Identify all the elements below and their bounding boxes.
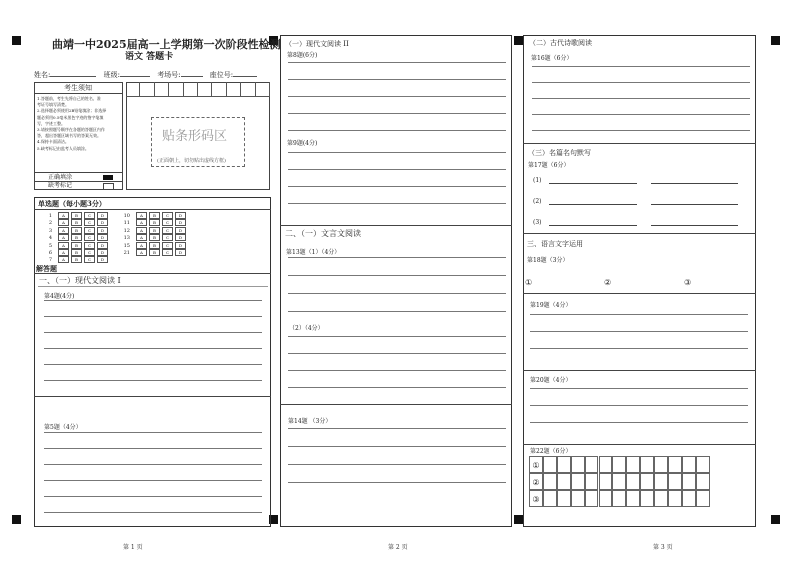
answer-line[interactable] bbox=[44, 300, 262, 301]
grid-cell[interactable] bbox=[640, 473, 654, 490]
question-number: 7 bbox=[48, 257, 52, 264]
q18-option-1[interactable]: ① bbox=[525, 278, 533, 287]
classical-title: 二、（一）文言文阅读 bbox=[285, 229, 361, 238]
grid-cell[interactable] bbox=[682, 456, 696, 473]
q13-2-label: （2）（4分） bbox=[289, 325, 324, 332]
notice-line: 考证号填写清楚。 bbox=[37, 102, 69, 108]
notice-line: 1.答题前，考生先将自己的姓名、准 bbox=[37, 96, 101, 101]
answer-line[interactable] bbox=[44, 364, 262, 365]
answer-line[interactable] bbox=[44, 332, 262, 333]
mc-option-bubble[interactable]: C bbox=[84, 256, 95, 263]
answer-line[interactable] bbox=[288, 370, 506, 371]
grid-cell[interactable] bbox=[557, 456, 571, 473]
digit-cell[interactable] bbox=[140, 82, 154, 96]
mc-option-bubble[interactable]: C bbox=[162, 227, 173, 234]
name-field[interactable] bbox=[50, 76, 96, 77]
page-number: 第 1 页 bbox=[123, 544, 143, 551]
seat-label: 座位号: bbox=[209, 71, 234, 79]
divider bbox=[523, 233, 756, 234]
mc-option-bubble[interactable]: D bbox=[97, 249, 108, 256]
mc-option-bubble[interactable]: B bbox=[71, 249, 82, 256]
mc-option-bubble[interactable]: A bbox=[58, 219, 69, 226]
language-title: 三、语言文字运用 bbox=[527, 240, 583, 248]
mc-option-bubble[interactable]: C bbox=[84, 234, 95, 241]
answer-line[interactable] bbox=[44, 348, 262, 349]
answer-line[interactable] bbox=[288, 96, 506, 97]
grid-cell[interactable] bbox=[654, 473, 668, 490]
mc-option-bubble[interactable]: C bbox=[84, 249, 95, 256]
grid-cell[interactable] bbox=[543, 456, 557, 473]
mc-option-bubble[interactable]: D bbox=[97, 219, 108, 226]
divider bbox=[34, 93, 123, 94]
mc-title: 单选题（每小题3分） bbox=[38, 199, 106, 208]
answer-line[interactable] bbox=[44, 464, 262, 465]
question-number: 11 bbox=[123, 220, 130, 227]
grid-cell[interactable] bbox=[682, 490, 696, 507]
mc-option-bubble[interactable]: C bbox=[84, 212, 95, 219]
divider bbox=[280, 404, 512, 405]
grid-cell[interactable] bbox=[599, 490, 613, 507]
mc-option-bubble[interactable]: D bbox=[175, 227, 186, 234]
sheet-subtitle: 语文 答题卡 bbox=[125, 52, 174, 62]
grid-cell[interactable] bbox=[585, 456, 599, 473]
grid-cell[interactable] bbox=[682, 473, 696, 490]
mc-option-bubble[interactable]: A bbox=[58, 242, 69, 249]
question-number: 1 bbox=[48, 213, 52, 219]
q5-label: 第5题（4分） bbox=[44, 424, 82, 431]
answer-line[interactable] bbox=[288, 353, 506, 354]
grid-cell[interactable] bbox=[612, 490, 626, 507]
mc-option-bubble[interactable]: A bbox=[136, 249, 147, 256]
mc-option-bubble[interactable]: B bbox=[71, 234, 82, 241]
grid-cell[interactable] bbox=[626, 490, 640, 507]
name-label: 姓名: bbox=[34, 71, 51, 79]
q17-label: 第17题（6分） bbox=[528, 162, 570, 169]
mc-option-bubble[interactable]: A bbox=[58, 256, 69, 263]
divider bbox=[34, 396, 271, 397]
answer-line[interactable] bbox=[288, 152, 506, 153]
grid-row-marker: ① bbox=[529, 456, 543, 473]
candidate-fields bbox=[34, 70, 257, 80]
mc-option-bubble[interactable]: D bbox=[97, 242, 108, 249]
answer-line[interactable] bbox=[288, 275, 506, 276]
answer-line[interactable] bbox=[288, 464, 506, 465]
notice-title: 考生须知 bbox=[64, 84, 92, 92]
answer-line[interactable] bbox=[530, 388, 748, 389]
answer-line[interactable] bbox=[44, 432, 262, 433]
fill-correct-label: 正确填涂 bbox=[48, 174, 73, 181]
notice-line: 题必须用0.5毫米黑色字迹的签字笔填 bbox=[37, 114, 104, 120]
mc-option-bubble[interactable]: A bbox=[136, 234, 147, 241]
grid-cell[interactable] bbox=[626, 456, 640, 473]
answer-blank[interactable] bbox=[549, 204, 637, 205]
notice-line: 5.缺考标记由监考人员填涂。 bbox=[37, 145, 89, 151]
grid-cell[interactable] bbox=[640, 456, 654, 473]
mc-option-bubble[interactable]: B bbox=[71, 256, 82, 263]
answer-line[interactable] bbox=[288, 62, 506, 63]
mc-option-bubble[interactable]: A bbox=[136, 212, 147, 219]
grid-cell[interactable] bbox=[599, 473, 613, 490]
question-number: 3 bbox=[48, 227, 52, 234]
sheet-title: 曲靖一中2025届高一上学期第一次阶段性检测 bbox=[52, 38, 281, 51]
grid-cell[interactable] bbox=[585, 473, 599, 490]
notice-line: 3.请按照题号顺序在各题的答题区内作 bbox=[37, 127, 105, 133]
answer-line[interactable] bbox=[44, 496, 262, 497]
grid-cell[interactable] bbox=[640, 490, 654, 507]
question-number: 2 bbox=[48, 220, 52, 227]
question-number: 5 bbox=[48, 242, 52, 249]
answer-line[interactable] bbox=[44, 380, 262, 381]
divider bbox=[280, 225, 512, 226]
mc-option-bubble[interactable]: C bbox=[162, 242, 173, 249]
blank-label: (3) bbox=[533, 219, 542, 226]
grid-cell[interactable] bbox=[696, 456, 710, 473]
mc-option-bubble[interactable]: B bbox=[149, 242, 160, 249]
mc-option-bubble[interactable]: C bbox=[162, 234, 173, 241]
q13-1-label: 第13题（1）（4分） bbox=[286, 249, 341, 256]
grid-cell[interactable] bbox=[668, 473, 682, 490]
grid-cell[interactable] bbox=[696, 473, 710, 490]
answer-line[interactable] bbox=[44, 448, 262, 449]
mc-option-bubble[interactable]: C bbox=[84, 227, 95, 234]
grid-cell[interactable] bbox=[626, 473, 640, 490]
divider bbox=[523, 143, 756, 144]
notice-lines bbox=[37, 96, 123, 152]
mc-option-bubble[interactable]: A bbox=[58, 234, 69, 241]
question-number: 4 bbox=[48, 235, 52, 242]
mc-option-bubble[interactable]: C bbox=[162, 249, 173, 256]
grid-cell[interactable] bbox=[557, 490, 571, 507]
answer-blank[interactable] bbox=[549, 183, 637, 184]
answer-line[interactable] bbox=[288, 203, 506, 204]
mc-option-bubble[interactable]: B bbox=[149, 227, 160, 234]
grid-cell[interactable] bbox=[612, 456, 626, 473]
absent-checkbox[interactable] bbox=[103, 183, 114, 190]
registration-mark bbox=[514, 515, 523, 524]
mc-option-bubble[interactable]: D bbox=[97, 234, 108, 241]
answer-line[interactable] bbox=[288, 387, 506, 388]
mc-option-bubble[interactable]: B bbox=[71, 219, 82, 226]
answer-blank[interactable] bbox=[651, 204, 738, 205]
grid-cell[interactable] bbox=[654, 490, 668, 507]
notice-line: 答，超出答题区域书写的答案无效。 bbox=[37, 133, 101, 139]
answer-blank[interactable] bbox=[549, 225, 637, 226]
answer-line[interactable] bbox=[44, 480, 262, 481]
fill-correct-sample bbox=[103, 175, 113, 180]
mc-option-bubble[interactable]: C bbox=[162, 212, 173, 219]
answer-blank[interactable] bbox=[651, 225, 738, 226]
registration-mark bbox=[12, 36, 21, 45]
grid-cell[interactable] bbox=[585, 490, 599, 507]
question-number: 13 bbox=[123, 235, 130, 242]
mc-option-bubble[interactable]: D bbox=[175, 234, 186, 241]
answer-line[interactable] bbox=[288, 311, 506, 312]
absent-label: 缺考标记 bbox=[48, 182, 73, 189]
grid-cell[interactable] bbox=[696, 490, 710, 507]
exam-room-label: 考场号: bbox=[157, 71, 181, 79]
mc-option-bubble[interactable]: D bbox=[175, 249, 186, 256]
digit-cell[interactable] bbox=[155, 82, 169, 96]
grid-cell[interactable] bbox=[599, 456, 613, 473]
digit-cell[interactable] bbox=[198, 82, 212, 96]
digit-cell[interactable] bbox=[256, 82, 270, 96]
answer-line[interactable] bbox=[288, 336, 506, 337]
grid-row-marker: ② bbox=[529, 473, 543, 490]
registration-mark bbox=[12, 515, 21, 524]
q20-label: 第20题（4分） bbox=[530, 377, 572, 384]
q14-label: 第14题 （3分） bbox=[288, 418, 332, 425]
mc-option-bubble[interactable]: A bbox=[136, 227, 147, 234]
mc-option-bubble[interactable]: A bbox=[58, 227, 69, 234]
digit-cell[interactable] bbox=[169, 82, 183, 96]
question-number: 15 bbox=[123, 242, 130, 249]
registration-mark bbox=[514, 36, 523, 45]
answer-line[interactable] bbox=[532, 82, 750, 83]
divider bbox=[523, 370, 756, 371]
answer-line[interactable] bbox=[288, 293, 506, 294]
mc-option-bubble[interactable]: A bbox=[136, 242, 147, 249]
mc-option-bubble[interactable]: C bbox=[84, 219, 95, 226]
mc-option-bubble[interactable]: B bbox=[149, 212, 160, 219]
q18-label: 第18题（3分） bbox=[527, 257, 569, 264]
answer-line[interactable] bbox=[288, 428, 506, 429]
mc-option-bubble[interactable]: D bbox=[175, 212, 186, 219]
class-field[interactable] bbox=[120, 76, 150, 77]
divider bbox=[523, 293, 756, 294]
q16-label: 第16题（6分） bbox=[531, 55, 573, 62]
q4-label: 第4题(4分) bbox=[44, 293, 75, 300]
question-number: 12 bbox=[123, 227, 130, 234]
digit-cell[interactable] bbox=[212, 82, 226, 96]
mc-option-bubble[interactable]: B bbox=[71, 212, 82, 219]
answer-line[interactable] bbox=[532, 114, 750, 115]
grid-row-marker: ③ bbox=[529, 490, 543, 507]
page-number: 第 2 页 bbox=[388, 544, 408, 551]
answer-line[interactable] bbox=[44, 316, 262, 317]
digit-cell[interactable] bbox=[184, 82, 198, 96]
mc-option-bubble[interactable]: D bbox=[97, 212, 108, 219]
candidate-number-grid[interactable] bbox=[126, 82, 270, 96]
mc-option-bubble[interactable]: B bbox=[149, 234, 160, 241]
mc-option-bubble[interactable]: D bbox=[97, 256, 108, 263]
answer-line[interactable] bbox=[532, 98, 750, 99]
divider bbox=[34, 172, 123, 173]
answer-line[interactable] bbox=[288, 169, 506, 170]
divider bbox=[34, 209, 271, 210]
q8-label: 第8题(6分) bbox=[287, 52, 318, 59]
answer-line[interactable] bbox=[532, 66, 750, 67]
grid-cell[interactable] bbox=[571, 490, 585, 507]
q19-label: 第19题（4分） bbox=[530, 302, 572, 309]
column-2-frame bbox=[280, 35, 512, 527]
section-title: 解答题 bbox=[36, 264, 57, 273]
notice-line: 写，字迹工整。 bbox=[37, 120, 65, 126]
question-number: 21 bbox=[123, 250, 130, 256]
answer-line[interactable] bbox=[532, 130, 750, 131]
grid-cell[interactable] bbox=[571, 473, 585, 490]
q18-option-2[interactable]: ② bbox=[604, 278, 612, 287]
divider bbox=[523, 444, 756, 445]
grid-cell[interactable] bbox=[557, 473, 571, 490]
question-number: 10 bbox=[123, 213, 130, 219]
page-number: 第 3 页 bbox=[653, 544, 673, 551]
mc-row bbox=[122, 249, 188, 257]
answer-line[interactable] bbox=[288, 482, 506, 483]
answer-line[interactable] bbox=[288, 186, 506, 187]
mc-option-bubble[interactable]: B bbox=[71, 227, 82, 234]
class-label: 班级: bbox=[103, 71, 120, 79]
answer-blank[interactable] bbox=[651, 183, 738, 184]
grid-cell[interactable] bbox=[654, 456, 668, 473]
mc-option-bubble[interactable]: A bbox=[136, 219, 147, 226]
registration-mark bbox=[771, 36, 780, 45]
notice-line: 4.保持卡面清洁。 bbox=[37, 139, 69, 145]
mc-option-bubble[interactable]: B bbox=[149, 249, 160, 256]
mc-option-bubble[interactable]: D bbox=[175, 242, 186, 249]
question-number: 6 bbox=[48, 250, 52, 256]
poetry-title: （二）古代诗歌阅读 bbox=[529, 39, 592, 47]
divider bbox=[38, 286, 268, 287]
mc-option-bubble[interactable]: A bbox=[58, 249, 69, 256]
answer-line[interactable] bbox=[288, 130, 506, 131]
divider bbox=[126, 96, 270, 97]
answer-line[interactable] bbox=[530, 331, 748, 332]
grid-cell[interactable] bbox=[612, 473, 626, 490]
digit-cell[interactable] bbox=[241, 82, 255, 96]
answer-line[interactable] bbox=[530, 314, 748, 315]
answer-line[interactable] bbox=[288, 446, 506, 447]
mc-option-bubble[interactable]: C bbox=[162, 219, 173, 226]
grid-cell[interactable] bbox=[543, 473, 557, 490]
blank-label: (2) bbox=[533, 198, 542, 205]
mc-option-bubble[interactable]: D bbox=[97, 227, 108, 234]
mc-option-bubble[interactable]: C bbox=[84, 242, 95, 249]
reading-1-title: 一、（一）现代文阅读 I bbox=[39, 276, 121, 285]
mc-option-bubble[interactable]: D bbox=[175, 219, 186, 226]
barcode-hint: (正面朝上，切勿贴出虚线方框) bbox=[157, 158, 226, 164]
answer-line[interactable] bbox=[44, 512, 262, 513]
digit-cell[interactable] bbox=[126, 82, 140, 96]
q18-option-3[interactable]: ③ bbox=[684, 278, 692, 287]
mc-option-bubble[interactable]: B bbox=[71, 242, 82, 249]
q9-label: 第9题(4分) bbox=[287, 140, 318, 147]
registration-mark bbox=[771, 515, 780, 524]
answer-line[interactable] bbox=[288, 113, 506, 114]
grid-cell[interactable] bbox=[543, 490, 557, 507]
digit-cell[interactable] bbox=[227, 82, 241, 96]
famous-lines-title: （三）名篇名句默写 bbox=[528, 149, 591, 157]
divider bbox=[34, 273, 271, 274]
mc-option-bubble[interactable]: B bbox=[149, 219, 160, 226]
answer-line[interactable] bbox=[530, 422, 748, 423]
blank-label: (1) bbox=[533, 177, 542, 184]
grid-cell[interactable] bbox=[571, 456, 585, 473]
mc-option-bubble[interactable]: A bbox=[58, 212, 69, 219]
notice-line: 2.选择题必须使用2B铅笔填涂；非选择 bbox=[37, 108, 107, 114]
grid-cell[interactable] bbox=[668, 490, 682, 507]
grid-cell[interactable] bbox=[668, 456, 682, 473]
answer-line[interactable] bbox=[530, 405, 748, 406]
q22-label: 第22题（6分） bbox=[530, 448, 572, 455]
barcode-label: 贴条形码区 bbox=[162, 129, 228, 144]
answer-line[interactable] bbox=[530, 348, 748, 349]
answer-line[interactable] bbox=[288, 257, 506, 258]
exam-room-field[interactable] bbox=[181, 76, 203, 77]
reading-2-title: （一）现代文阅读 II bbox=[285, 40, 349, 48]
seat-field[interactable] bbox=[233, 76, 257, 77]
answer-line[interactable] bbox=[288, 79, 506, 80]
